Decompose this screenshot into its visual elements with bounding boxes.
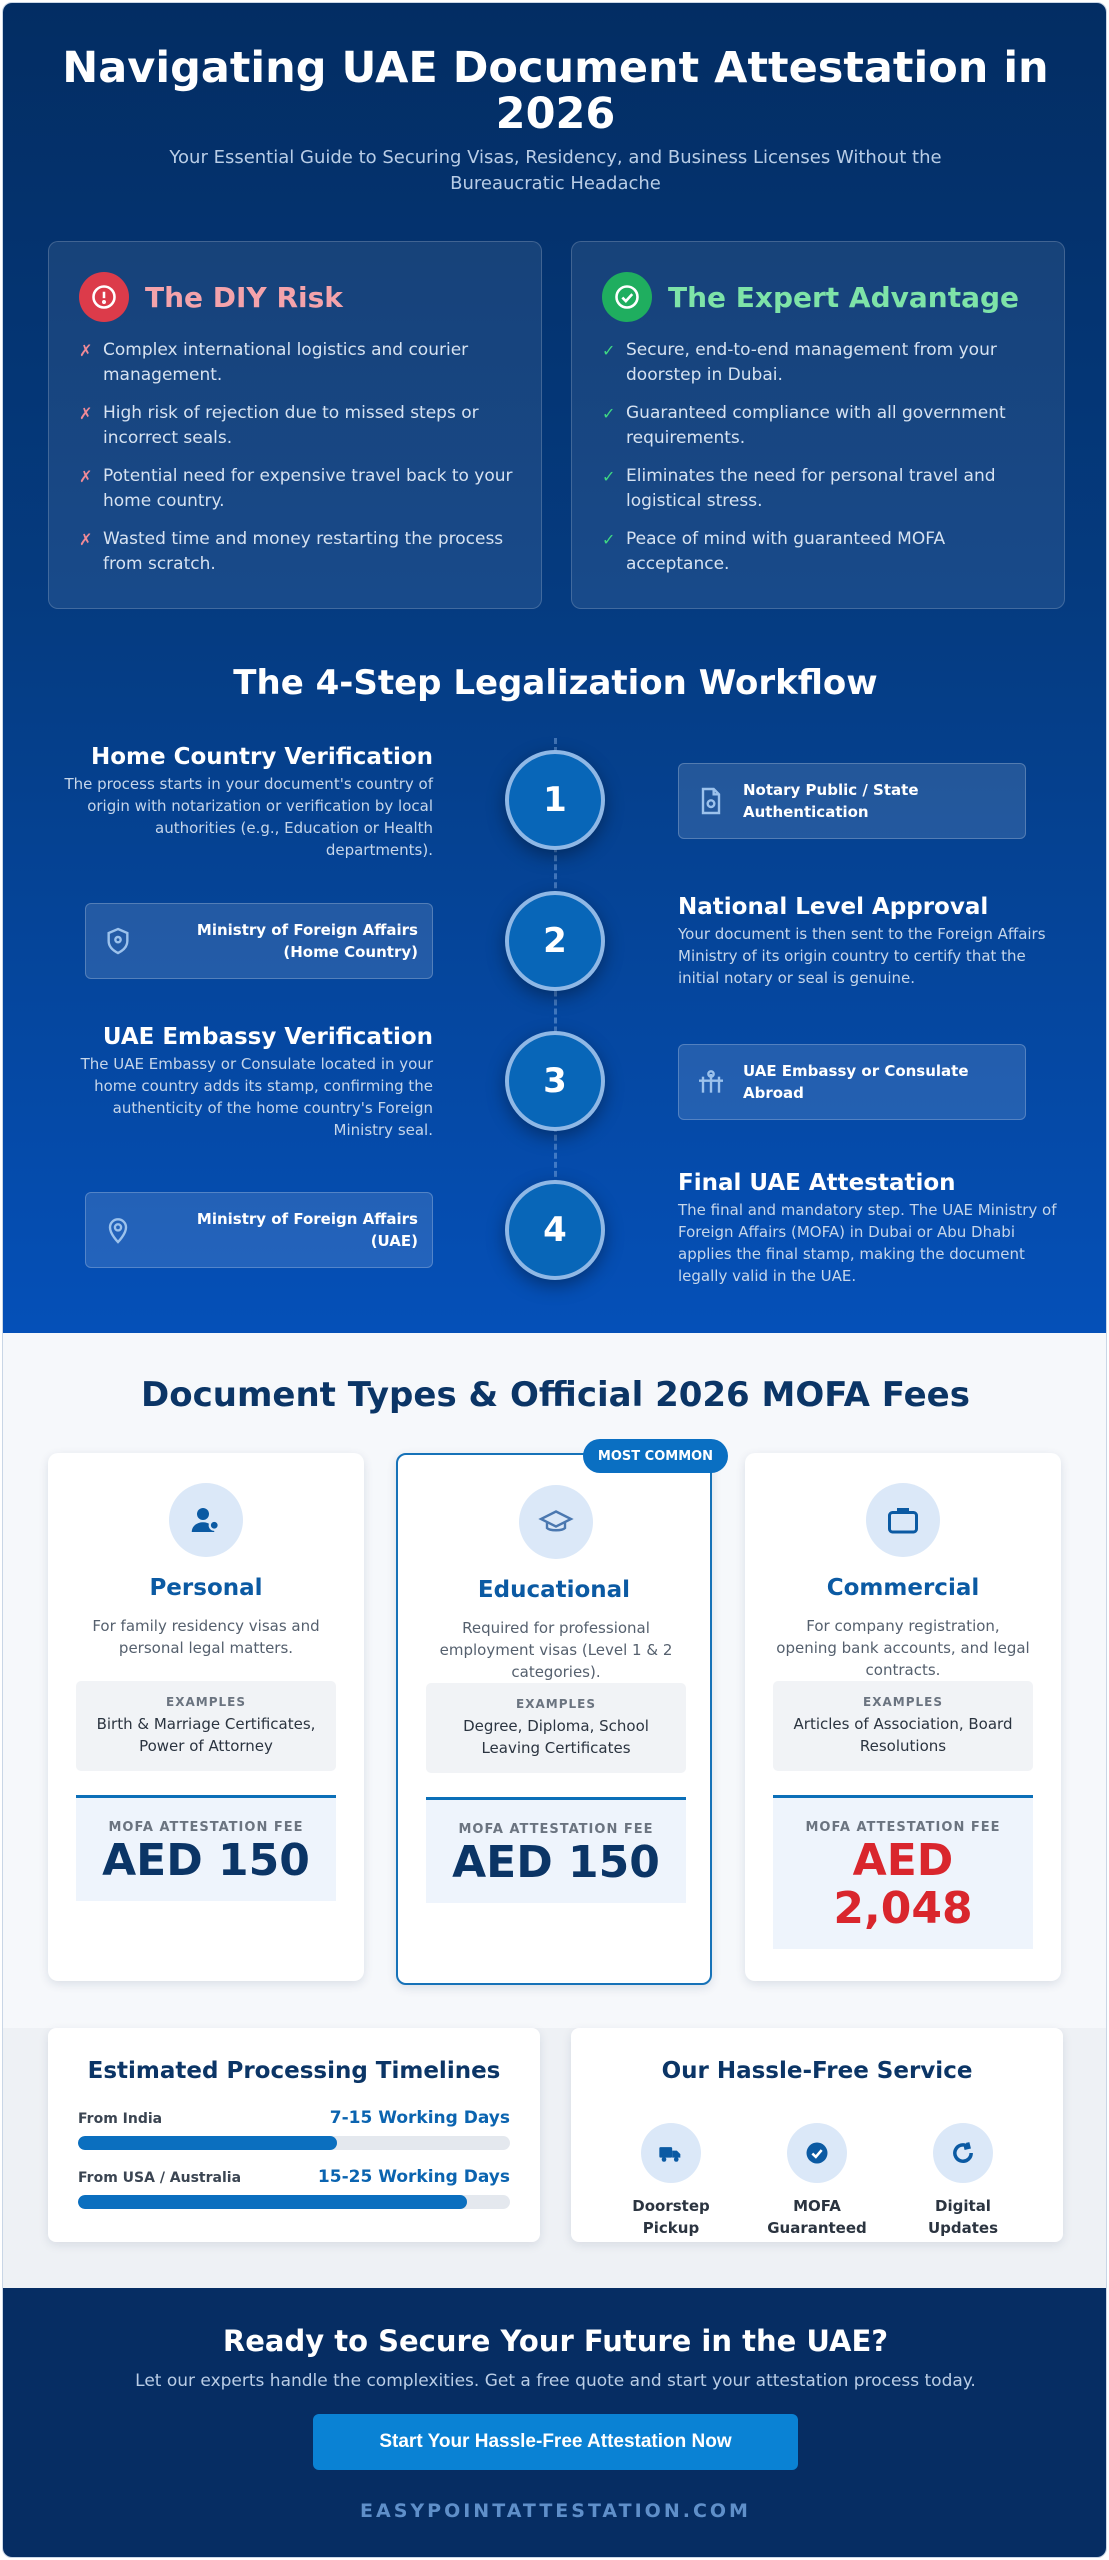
step-title: UAE Embassy Verification [102, 1024, 433, 1050]
step-title: Final UAE Attestation [678, 1170, 956, 1196]
check-icon: ✓ [602, 530, 616, 549]
cross-icon: ✗ [79, 530, 93, 549]
list-item: ✗ Complex international logistics and courier management. [79, 338, 519, 388]
cta-subtitle: Let our experts handle the complexities. Get a free quote and start your attestation process today. [135, 2371, 976, 2391]
step-4-text [678, 1169, 1058, 1287]
timeline-progress-track [78, 2136, 510, 2150]
expert-advantage-list [602, 338, 1042, 590]
check-icon: ✓ [602, 467, 616, 486]
refresh-icon [933, 2123, 993, 2183]
fee-card-title: Personal [149, 1575, 263, 1601]
fee-card-personal [48, 1453, 364, 1981]
step-3-authority: UAE Embassy or Consulate Abroad [678, 1044, 1026, 1120]
diy-risk-title: The DIY Risk [145, 280, 343, 314]
hero-section [3, 3, 1107, 1333]
fee-card-title: Commercial [826, 1575, 980, 1601]
fee-card-commercial [745, 1453, 1061, 1981]
fee-examples: EXAMPLES Articles of Association, Board Resolutions [773, 1681, 1033, 1771]
timeline-progress-bar [78, 2136, 337, 2150]
cta-title: Ready to Secure Your Future in the UAE? [222, 2324, 889, 2358]
step-4-number: 4 [505, 1180, 605, 1280]
briefcase-icon [866, 1483, 940, 1557]
timeline-row: From USA / Australia 15-25 Working Days [78, 2167, 510, 2209]
timelines-title: Estimated Processing Timelines [87, 2058, 501, 2084]
fees-title: Document Types & Official 2026 MOFA Fees [141, 1375, 970, 1415]
service-item: Digital Updates [903, 2123, 1023, 2239]
fee-amount-box: MOFA ATTESTATION FEE AED 150 [76, 1795, 336, 1901]
step-3-text [53, 1023, 433, 1141]
check-icon: ✓ [602, 404, 616, 423]
fee-amount: AED 150 [102, 1835, 310, 1886]
list-item: ✓ Peace of mind with guaranteed MOFA acceptance. [602, 527, 1042, 577]
list-item: ✓ Eliminates the need for personal travel and logistical stress. [602, 464, 1042, 514]
timeline-progress-track [78, 2195, 510, 2209]
infographic [2, 2, 1107, 2558]
step-2-authority: Ministry of Foreign Affairs (Home Country) [85, 903, 433, 979]
cross-icon: ✗ [79, 404, 93, 423]
page-subtitle: Your Essential Guide to Securing Visas, Residency, and Business Licenses Without the Bureaucratic Headache [169, 147, 942, 194]
timelines-panel [48, 2028, 540, 2242]
document-icon [693, 783, 729, 819]
expert-advantage-card [571, 241, 1065, 609]
diy-risk-list [79, 338, 519, 590]
step-description: The final and mandatory step. The UAE Ministry of Foreign Affairs (MOFA) in Dubai or Abu Dhabi applies the final stamp, making the document legally valid in the UAE. [678, 1201, 1057, 1285]
location-pin-icon [100, 1212, 136, 1248]
step-1-authority: Notary Public / State Authentication [678, 763, 1026, 839]
step-2-text [678, 893, 1058, 989]
list-item: ✓ Secure, end-to-end management from your doorstep in Dubai. [602, 338, 1042, 388]
website-link[interactable]: EASYPOINTATTESTATION.COM [360, 2500, 751, 2522]
fee-card-description: For family residency visas and personal legal matters. [92, 1617, 320, 1657]
shield-icon [100, 923, 136, 959]
list-item: ✓ Guaranteed compliance with all government requirements. [602, 401, 1042, 451]
step-description: Your document is then sent to the Foreign Affairs Ministry of its origin country to certify that the initial notary or seal is genuine. [678, 925, 1046, 987]
alert-icon [79, 272, 129, 322]
truck-icon [641, 2123, 701, 2183]
fee-amount-box: MOFA ATTESTATION FEE AED 2,048 [773, 1795, 1033, 1949]
fee-card-description: Required for professional employment visas (Level 1 & 2 categories). [439, 1619, 673, 1681]
timelines-service-section [3, 2028, 1107, 2288]
service-panel [571, 2028, 1063, 2242]
timeline-row: From India 7-15 Working Days [78, 2108, 510, 2150]
step-2-number: 2 [505, 891, 605, 991]
fee-card-description: For company registration, opening bank accounts, and legal contracts. [776, 1617, 1030, 1679]
cross-icon: ✗ [79, 341, 93, 360]
most-common-badge: MOST COMMON [583, 1439, 728, 1473]
fees-section [3, 1333, 1107, 2028]
cta-section [3, 2288, 1107, 2558]
cross-icon: ✗ [79, 467, 93, 486]
step-title: National Level Approval [678, 894, 989, 920]
verified-badge-icon [787, 2123, 847, 2183]
fee-examples: EXAMPLES Degree, Diploma, School Leaving Certificates [426, 1683, 686, 1773]
workflow-title: The 4-Step Legalization Workflow [233, 663, 878, 703]
step-1-text [53, 743, 433, 861]
step-title: Home Country Verification [90, 744, 433, 770]
list-item: ✗ High risk of rejection due to missed steps or incorrect seals. [79, 401, 519, 451]
fee-amount-box: MOFA ATTESTATION FEE AED 150 [426, 1797, 686, 1903]
fee-card-title: Educational [477, 1577, 631, 1603]
expert-advantage-title: The Expert Advantage [668, 280, 1020, 314]
graduation-cap-icon [519, 1485, 593, 1559]
building-icon [693, 1064, 729, 1100]
fee-amount: AED 2,048 [833, 1835, 973, 1934]
list-item: ✗ Wasted time and money restarting the process from scratch. [79, 527, 519, 577]
step-description: The process starts in your document's country of origin with notarization or verification by local authorities (e.g., Education or Health departments). [64, 775, 433, 859]
step-1-number: 1 [505, 750, 605, 850]
check-circle-icon [602, 272, 652, 322]
fee-card-educational [396, 1453, 712, 1985]
check-icon: ✓ [602, 341, 616, 360]
fee-amount: AED 150 [452, 1837, 660, 1888]
step-3-number: 3 [505, 1031, 605, 1131]
step-description: The UAE Embassy or Consulate located in your home country adds its stamp, confirming the authenticity of the home country's Foreign Ministry seal. [80, 1055, 433, 1139]
service-item: Doorstep Pickup [611, 2123, 731, 2239]
page-title: Navigating UAE Document Attestation in 2026 [62, 43, 1049, 139]
timeline-progress-bar [78, 2195, 467, 2209]
list-item: ✗ Potential need for expensive travel back to your home country. [79, 464, 519, 514]
start-attestation-button[interactable]: Start Your Hassle-Free Attestation Now [313, 2414, 798, 2470]
user-icon [169, 1483, 243, 1557]
fee-examples: EXAMPLES Birth & Marriage Certificates, Power of Attorney [76, 1681, 336, 1771]
service-item: MOFA Guaranteed [757, 2123, 877, 2239]
step-4-authority: Ministry of Foreign Affairs (UAE) [85, 1192, 433, 1268]
diy-risk-card [48, 241, 542, 609]
service-title: Our Hassle-Free Service [661, 2058, 973, 2084]
